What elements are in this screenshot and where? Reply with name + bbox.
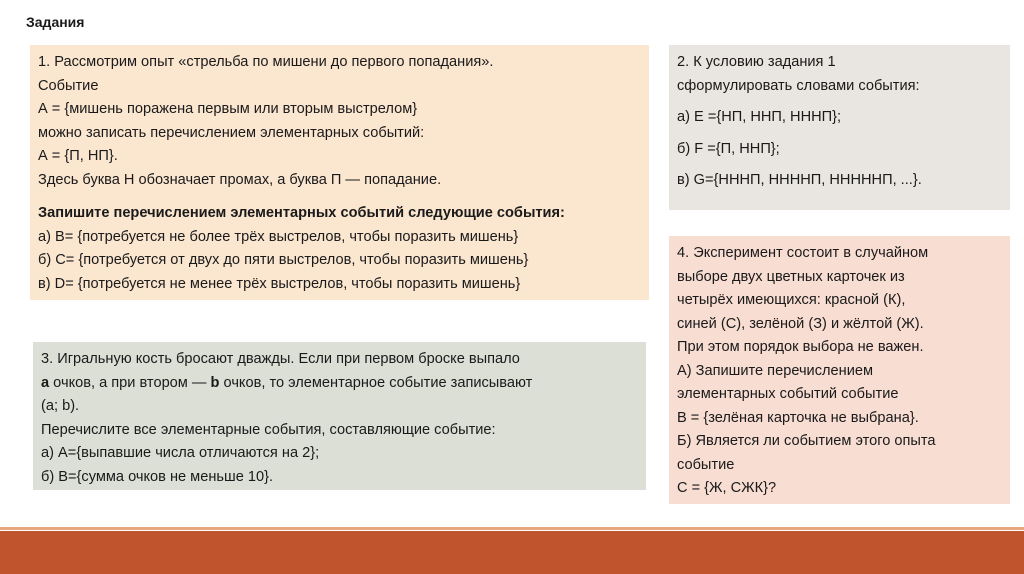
task-3-text: очков, то элементарное событие записывают — [219, 374, 533, 391]
task-4-line: Б) Является ли событием этого опыта — [677, 433, 936, 449]
task-4-line: выборе двух цветных карточек из — [677, 268, 905, 285]
task-1-box — [30, 45, 649, 300]
task-2-item-b: б) F ={П, ННП}; — [677, 140, 780, 157]
task-4-line: При этом порядок выбора не важен. — [677, 339, 924, 355]
task-3-item-a: а) А={выпавшие числа отличаются на 2}; — [41, 445, 320, 461]
task-3-line: 3. Игральную кость бросают дважды. Если при первом броске выпало — [41, 351, 520, 367]
task-1-line: 1. Рассмотрим опыт «стрельба по мишени до первого попадания». — [38, 54, 494, 70]
task-3-line: (a; b). — [41, 398, 80, 414]
task-4-line: элементарных событий событие — [677, 386, 899, 402]
task-1-item-a: а) В= {потребуется не более трёх выстрелов, чтобы поразить мишень} — [38, 228, 519, 245]
task-3-line: Перечислите все элементарные события, составляющие событие: — [41, 421, 496, 438]
task-3-item-b: б) В={сумма очков не меньше 10}. — [41, 468, 274, 485]
footer-accent-line — [0, 527, 1024, 530]
slide-title: Задания — [26, 14, 85, 30]
task-4-line: событие — [677, 456, 735, 473]
task-2-line: 2. К условию задания 1 — [677, 54, 836, 70]
task-4-line: С = {Ж, СЖК}? — [677, 480, 777, 496]
task-2-line: сформулировать словами события: — [677, 77, 920, 94]
task-3-box — [33, 342, 646, 490]
task-1-line: А = {мишень поражена первым или вторым выстрелом} — [38, 101, 418, 117]
task-3-var-b: b — [210, 374, 220, 391]
task-4-box — [669, 236, 1010, 504]
task-2-item-c: в) G={НННП, ННННП, НННННП, ...}. — [677, 172, 922, 188]
task-2-box — [669, 45, 1010, 210]
task-1-line: А = {П, НП}. — [38, 148, 118, 164]
task-1-instruction: Запишите перечислением элементарных событий следующие события: — [38, 205, 565, 221]
task-4-line: 4. Эксперимент состоит в случайном — [677, 245, 929, 261]
task-3-line — [41, 372, 638, 396]
task-4-line: А) Запишите перечислением — [677, 362, 873, 379]
task-1-line: можно записать перечислением элементарных событий: — [38, 124, 425, 141]
task-2-item-a: а) E ={НП, ННП, НННП}; — [677, 109, 842, 125]
task-1-item-c: в) D= {потребуется не менее трёх выстрелов, чтобы поразить мишень} — [38, 275, 521, 292]
task-1-item-b: б) С= {потребуется от двух до пяти выстрелов, чтобы поразить мишень} — [38, 252, 529, 268]
task-4-line: В = {зелёная карточка не выбрана}. — [677, 409, 919, 426]
task-1-line: Здесь буква Н обозначает промах, а буква П — попадание. — [38, 171, 442, 188]
task-4-line: четырёх имеющихся: красной (К), — [677, 292, 906, 308]
task-3-text: очков, а при втором — — [49, 374, 211, 391]
task-1-line: Событие — [38, 77, 99, 94]
task-4-line: синей (С), зелёной (З) и жёлтой (Ж). — [677, 315, 924, 332]
task-3-var-a: a — [41, 374, 50, 391]
footer-bar — [0, 531, 1024, 574]
